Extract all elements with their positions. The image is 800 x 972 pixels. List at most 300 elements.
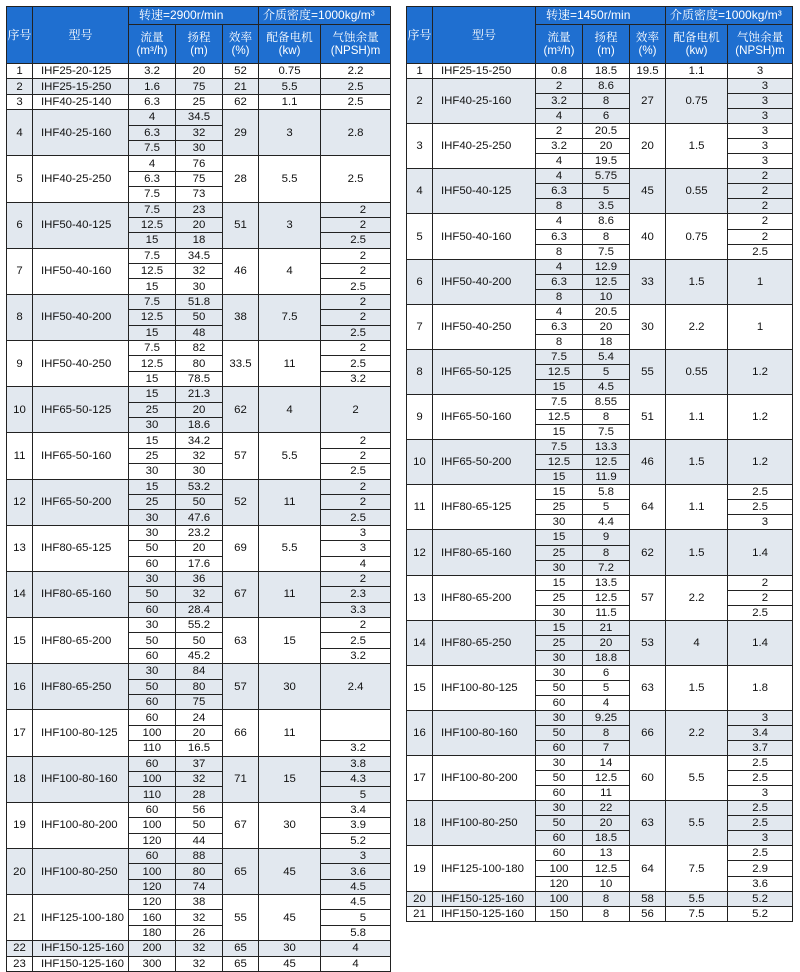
row-index: 18 [407,801,433,846]
table-row [407,349,793,364]
flow-value: 8 [536,334,583,349]
head-value: 32 [176,448,223,463]
flow-value: 60 [129,695,176,710]
head-value: 12.5 [583,771,630,786]
head-value: 13 [583,846,630,861]
npsh-value: 2.5 [728,771,793,786]
flow-value: 120 [129,895,176,910]
npsh-value: 2.5 [728,500,793,515]
motor-value: 45 [259,848,321,894]
header-head: 扬程 (m) [583,25,630,64]
row-index: 21 [407,906,433,921]
npsh-value: 1.8 [728,665,793,710]
flow-value: 12.5 [129,356,176,371]
npsh-value: 2 [321,294,391,309]
flow-value: 7.5 [129,140,176,155]
head-value: 74 [176,879,223,894]
model-name: IHF80-65-250 [33,664,129,710]
table-row [407,485,793,500]
npsh-value: 2 [321,479,391,494]
flow-value: 3.2 [129,64,176,79]
row-index: 9 [7,341,33,387]
model-name: IHF40-25-250 [433,124,536,169]
npsh-value: 1.4 [728,530,793,575]
head-value: 32 [176,910,223,925]
flow-value: 180 [129,925,176,940]
npsh-value: 2.5 [728,605,793,620]
model-name: IHF50-40-250 [33,341,129,387]
flow-value: 6.3 [536,319,583,334]
efficiency-value: 58 [630,891,666,906]
head-value: 12.5 [583,455,630,470]
flow-value: 15 [129,479,176,494]
efficiency-value: 51 [630,395,666,440]
flow-value: 3.2 [536,139,583,154]
flow-value: 30 [536,711,583,726]
flow-value: 30 [129,510,176,525]
header-flow: 流量 (m³/h) [129,25,176,64]
efficiency-value: 27 [630,79,666,124]
npsh-value: 2 [321,448,391,463]
flow-value: 50 [536,680,583,695]
header-model: 型号 [433,7,536,64]
model-name: IHF65-50-200 [33,479,129,525]
flow-value: 15 [129,325,176,340]
npsh-value: 5.2 [728,906,793,921]
motor-value: 11 [259,479,321,525]
row-index: 7 [407,304,433,349]
model-name: IHF80-65-125 [33,525,129,571]
head-value: 80 [176,864,223,879]
npsh-value: 2 [728,184,793,199]
table-row [7,64,391,79]
head-value: 12.5 [583,590,630,605]
efficiency-value: 67 [223,571,259,617]
efficiency-value: 33.5 [223,341,259,387]
flow-value: 12.5 [536,410,583,425]
npsh-value: 2 [321,341,391,356]
npsh-value: 2.5 [321,633,391,648]
efficiency-value: 28 [223,156,259,202]
table-row [407,620,793,635]
npsh-value: 3 [321,848,391,863]
head-value: 50 [176,818,223,833]
table-row [7,802,391,817]
flow-value: 8 [536,199,583,214]
head-value: 12.5 [583,861,630,876]
npsh-value: 3.6 [321,864,391,879]
head-value: 18.6 [176,417,223,432]
flow-value: 30 [536,515,583,530]
npsh-value: 2 [728,199,793,214]
flow-value: 7.5 [129,187,176,202]
npsh-value: 2 [321,494,391,509]
row-index: 1 [407,64,433,79]
flow-value: 30 [129,571,176,586]
head-value: 8 [583,906,630,921]
npsh-value: 2.5 [728,816,793,831]
efficiency-value: 63 [630,801,666,846]
efficiency-value: 66 [223,710,259,756]
model-name: IHF40-25-160 [33,110,129,156]
npsh-value: 2.5 [728,485,793,500]
model-name: IHF65-50-125 [33,387,129,433]
flow-value: 15 [536,379,583,394]
model-name: IHF40-25-160 [433,79,536,124]
model-name: IHF25-15-250 [433,64,536,79]
npsh-value: 2.5 [321,464,391,479]
row-index: 22 [7,941,33,956]
motor-value: 1.5 [666,124,728,169]
header-motor: 配备电机 (kw) [666,25,728,64]
head-value: 37 [176,756,223,771]
flow-value: 12.5 [129,217,176,232]
npsh-value: 3 [728,831,793,846]
row-index: 15 [407,665,433,710]
table-row [407,530,793,545]
row-index: 19 [7,802,33,848]
model-name: IHF150-125-160 [433,891,536,906]
table-row [7,248,391,263]
model-name: IHF50-40-250 [433,304,536,349]
efficiency-value: 45 [630,169,666,214]
efficiency-value: 65 [223,941,259,956]
motor-value: 1.1 [666,64,728,79]
table-row [407,665,793,680]
flow-value: 50 [536,816,583,831]
npsh-value: 2.5 [321,156,391,202]
model-name: IHF65-50-160 [33,433,129,479]
flow-value: 30 [129,664,176,679]
head-value: 5 [583,184,630,199]
head-value: 21 [583,620,630,635]
flow-value: 100 [129,725,176,740]
model-name: IHF80-65-250 [433,620,536,665]
flow-value: 4 [536,304,583,319]
head-value: 80 [176,356,223,371]
flow-value: 15 [536,425,583,440]
npsh-value: 3 [728,64,793,79]
head-value: 78.5 [176,371,223,386]
flow-value: 50 [536,726,583,741]
npsh-value: 3.8 [321,756,391,771]
head-value: 32 [176,264,223,279]
npsh-value: 1.2 [728,440,793,485]
head-value: 20 [583,139,630,154]
table-row [7,956,391,971]
npsh-value: 2.5 [321,233,391,248]
table-row [7,156,391,171]
flow-value: 30 [129,618,176,633]
head-value: 7.2 [583,560,630,575]
flow-value: 30 [129,417,176,432]
table-row [407,906,793,921]
flow-value: 50 [129,541,176,556]
table-row [7,941,391,956]
head-value: 82 [176,341,223,356]
npsh-value: 2.5 [728,756,793,771]
head-value: 19.5 [583,154,630,169]
head-value: 20 [583,635,630,650]
flow-value: 25 [536,545,583,560]
flow-value: 300 [129,956,176,971]
motor-value: 15 [259,618,321,664]
row-index: 8 [7,294,33,340]
row-index: 19 [407,846,433,891]
motor-value: 0.75 [666,79,728,124]
motor-value: 30 [259,941,321,956]
table-row [7,756,391,771]
model-name: IHF100-80-160 [33,756,129,802]
flow-value: 30 [536,605,583,620]
npsh-value: 1.2 [728,349,793,394]
npsh-value: 3.3 [321,602,391,617]
row-index: 11 [407,485,433,530]
flow-value: 50 [129,633,176,648]
head-value: 20 [176,402,223,417]
npsh-value: 2 [321,433,391,448]
flow-value: 25 [536,635,583,650]
head-value: 55.2 [176,618,223,633]
flow-value: 15 [129,279,176,294]
model-name: IHF25-20-125 [33,64,129,79]
npsh-value: 3.2 [321,371,391,386]
head-value: 75 [176,79,223,94]
head-value: 20 [176,217,223,232]
head-value: 88 [176,848,223,863]
motor-value: 3 [259,202,321,248]
row-index: 7 [7,248,33,294]
npsh-value: 2 [321,571,391,586]
efficiency-value: 46 [223,248,259,294]
npsh-value: 3 [728,79,793,94]
efficiency-value: 21 [223,79,259,94]
row-index: 17 [407,756,433,801]
row-index: 10 [407,440,433,485]
flow-value: 100 [129,771,176,786]
motor-value: 2.2 [666,304,728,349]
table-row [407,79,793,94]
row-index: 9 [407,395,433,440]
efficiency-value: 55 [630,349,666,394]
flow-value: 30 [129,525,176,540]
npsh-value: 3 [728,124,793,139]
npsh-value: 3 [728,139,793,154]
head-value: 30 [176,464,223,479]
row-index: 12 [407,530,433,575]
efficiency-value: 71 [223,756,259,802]
table-row [407,711,793,726]
head-value: 32 [176,941,223,956]
head-value: 8.6 [583,214,630,229]
table-row [7,433,391,448]
model-name: IHF50-40-200 [433,259,536,304]
flow-value: 30 [536,665,583,680]
head-value: 34.5 [176,110,223,125]
head-value: 73 [176,187,223,202]
flow-value: 60 [129,802,176,817]
head-value: 30 [176,279,223,294]
motor-value: 4 [259,387,321,433]
table-row [7,202,391,217]
motor-value: 45 [259,956,321,971]
row-index: 13 [407,575,433,620]
head-value: 18.5 [583,64,630,79]
flow-value: 120 [129,833,176,848]
flow-value: 30 [129,464,176,479]
npsh-value: 3.6 [728,876,793,891]
efficiency-value: 51 [223,202,259,248]
flow-value: 4 [536,109,583,124]
motor-value: 5.5 [666,756,728,801]
head-value: 24 [176,710,223,725]
head-value: 8 [583,891,630,906]
head-value: 9.25 [583,711,630,726]
flow-value: 8 [536,289,583,304]
head-value: 32 [176,771,223,786]
head-value: 4.5 [583,379,630,394]
head-value: 28.4 [176,602,223,617]
head-value: 12.9 [583,259,630,274]
efficiency-value: 63 [223,618,259,664]
head-value: 8 [583,229,630,244]
head-value: 56 [176,802,223,817]
head-value: 75 [176,695,223,710]
npsh-value: 3.4 [321,802,391,817]
motor-value: 11 [259,710,321,756]
efficiency-value: 57 [223,664,259,710]
flow-value: 0.8 [536,64,583,79]
motor-value: 1.1 [666,395,728,440]
row-index: 4 [7,110,33,156]
flow-value: 6.3 [129,171,176,186]
motor-value: 4 [259,248,321,294]
row-index: 20 [7,848,33,894]
efficiency-value: 19.5 [630,64,666,79]
motor-value: 2.2 [666,575,728,620]
npsh-value: 1.4 [728,620,793,665]
table-row [407,395,793,410]
npsh-value: 2 [321,264,391,279]
head-value: 18.8 [583,650,630,665]
head-value: 32 [176,125,223,140]
head-value: 20 [583,319,630,334]
npsh-value: 1 [728,259,793,304]
npsh-value: 2 [728,214,793,229]
table-row [7,79,391,94]
efficiency-value: 65 [223,848,259,894]
table-row [407,304,793,319]
motor-value: 11 [259,571,321,617]
motor-value: 7.5 [666,906,728,921]
flow-value: 15 [129,433,176,448]
head-value: 8 [583,94,630,109]
head-value: 30 [176,140,223,155]
flow-value: 7.5 [129,294,176,309]
table-row [7,710,391,725]
motor-value: 7.5 [259,294,321,340]
motor-value: 5.5 [259,433,321,479]
head-value: 11.9 [583,470,630,485]
model-name: IHF150-125-160 [33,956,129,971]
motor-value: 1.5 [666,259,728,304]
npsh-value: 4.3 [321,771,391,786]
npsh-value: 2.5 [728,846,793,861]
npsh-value: 2.5 [728,244,793,259]
head-value: 50 [176,633,223,648]
head-value: 18.5 [583,831,630,846]
head-value: 20 [176,725,223,740]
row-index: 15 [7,618,33,664]
head-value: 84 [176,664,223,679]
flow-value: 25 [129,494,176,509]
table-row [7,294,391,309]
npsh-value: 2.3 [321,587,391,602]
flow-value: 7.5 [536,440,583,455]
model-name: IHF40-25-140 [33,94,129,109]
npsh-value: 3 [321,541,391,556]
efficiency-value: 62 [223,387,259,433]
table-row [407,124,793,139]
row-index: 8 [407,349,433,394]
row-index: 10 [7,387,33,433]
npsh-value: 2.4 [321,664,391,710]
npsh-value: 3 [728,515,793,530]
row-index: 6 [407,259,433,304]
npsh-value: 3.4 [728,726,793,741]
model-name: IHF100-80-125 [33,710,129,756]
npsh-value: 5 [321,787,391,802]
flow-value: 25 [536,500,583,515]
flow-value: 15 [536,575,583,590]
npsh-value: 2 [321,387,391,433]
flow-value: 100 [536,891,583,906]
motor-value: 45 [259,895,321,941]
motor-value: 11 [259,341,321,387]
head-value: 8.6 [583,79,630,94]
motor-value: 5.5 [259,79,321,94]
flow-value: 60 [536,695,583,710]
flow-value: 60 [536,831,583,846]
table-row [7,618,391,633]
model-name: IHF50-40-125 [433,169,536,214]
head-value: 9 [583,530,630,545]
row-index: 1 [7,64,33,79]
npsh-value: 1.2 [728,395,793,440]
npsh-value: 2.9 [728,861,793,876]
flow-value: 15 [536,470,583,485]
flow-value: 3.2 [536,94,583,109]
table-row [407,575,793,590]
model-name: IHF80-65-160 [433,530,536,575]
efficiency-value: 69 [223,525,259,571]
flow-value: 7.5 [129,202,176,217]
head-value: 6 [583,665,630,680]
table-row [407,846,793,861]
motor-value: 30 [259,664,321,710]
left-pump-table [6,6,391,972]
head-value: 13.3 [583,440,630,455]
npsh-value: 2 [728,575,793,590]
motor-value: 1.1 [259,94,321,109]
npsh-value: 3.2 [321,741,391,756]
row-index: 3 [7,94,33,109]
flow-value: 15 [129,233,176,248]
flow-value: 60 [129,556,176,571]
head-value: 14 [583,756,630,771]
head-value: 8 [583,726,630,741]
flow-value: 7.5 [129,341,176,356]
